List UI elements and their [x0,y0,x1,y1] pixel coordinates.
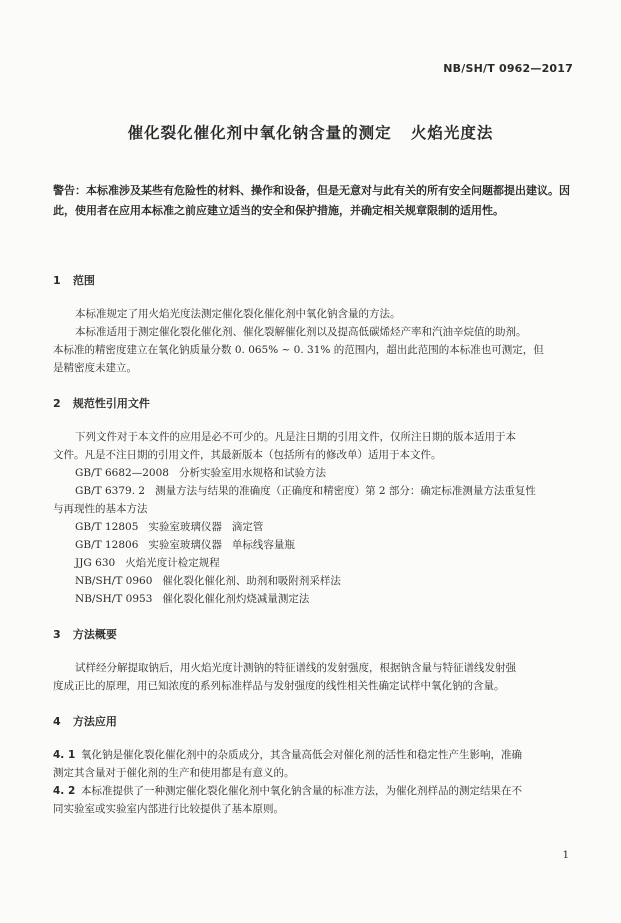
scope-para-2-line-1: 本标准适用于测定催化裂化催化剂、催化裂解催化剂以及提高低碳烯烃产率和汽油辛烷值的助剂。 [75,326,527,338]
section-3-heading [53,626,117,642]
section-1-heading [53,272,95,288]
reference-item: NB/SH/T 0953 催化裂化催化剂灼烧减量测定法 [75,593,310,605]
standard-code: NB/SH/T 0962—2017 [443,62,573,75]
reference-item-continuation: 与再现性的基本方法 [53,503,148,515]
clause-number: 4. 2 [53,785,76,797]
reference-item: GB/T 6379. 2 测量方法与结果的准确度（正确度和精密度）第 2 部分：确定标准测量方法重复性 [75,485,536,497]
clause-4-1-line-2: 测定其含量对于催化剂的生产和使用都是有意义的。 [53,767,295,779]
section-number: 1 [53,274,61,287]
section-title: 范围 [72,274,95,287]
scope-para-2-line-3: 是精密度未建立。 [53,362,137,374]
reference-item: GB/T 12805 实验室玻璃仪器 滴定管 [75,521,264,533]
references-intro-line-1: 下列文件对于本文件的应用是必不可少的。凡是注日期的引用文件，仅所注日期的版本适用于本 [75,431,516,443]
reference-item: JJG 630 火焰光度计检定规程 [75,557,220,569]
section-number: 2 [53,397,61,410]
clause-4-1-line-1 [53,747,522,762]
section-number: 4 [53,715,61,728]
scope-para-2-line-2: 本标准的精密度建立在氧化钠质量分数 0. 065% ~ 0. 31% 的范围内，超出此范围的本标准也可测定，但 [53,344,544,356]
scope-para-1: 本标准规定了用火焰光度法测定催化裂化催化剂中氧化钠含量的方法。 [75,308,401,320]
clause-4-2-line-2: 同实验室或实验室内部进行比较提供了基本原则。 [53,803,284,815]
section-4-heading [53,713,117,729]
section-number: 3 [53,628,61,641]
document-title: 催化裂化催化剂中氧化钠含量的测定 火焰光度法 [127,124,494,142]
section-title: 方法概要 [72,628,117,641]
method-summary-line-1: 试样经分解提取钠后，用火焰光度计测钠的特征谱线的发射强度，根据钠含量与特征谱线发射强 [75,662,516,674]
clause-text: 氧化钠是催化裂化催化剂中的杂质成分，其含量高低会对催化剂的活性和稳定性产生影响，准确 [81,749,522,761]
reference-item: GB/T 6682—2008 分析实验室用水规格和试验方法 [75,467,326,479]
reference-item: GB/T 12806 实验室玻璃仪器 单标线容量瓶 [75,539,295,551]
warning-paragraph: 警告：本标准涉及某些有危险性的材料、操作和设备，但是无意对与此有关的所有安全问题都提出建议。因此，使用者在应用本标准之前应建立适当的安全和保护措施，并确定相关规章限制的适用性。 [53,184,570,217]
method-summary-line-2: 度成正比的原理，用已知浓度的系列标准样品与发射强度的线性相关性确定试样中氧化钠的含量。 [53,680,505,692]
clause-text: 本标准提供了一种测定催化裂化催化剂中氧化钠含量的标准方法，为催化剂样品的测定结果在不 [81,785,522,797]
reference-item: NB/SH/T 0960 催化裂化催化剂、助剂和吸附剂采样法 [75,575,341,587]
page-number: 1 [562,850,569,861]
clause-number: 4. 1 [53,749,76,761]
section-2-heading [53,395,150,411]
references-intro-line-2: 文件。凡是不注日期的引用文件，其最新版本（包括所有的修改单）适用于本文件。 [53,449,442,461]
clause-4-2-line-1 [53,783,522,798]
section-title: 规范性引用文件 [72,397,150,410]
section-title: 方法应用 [72,715,117,728]
